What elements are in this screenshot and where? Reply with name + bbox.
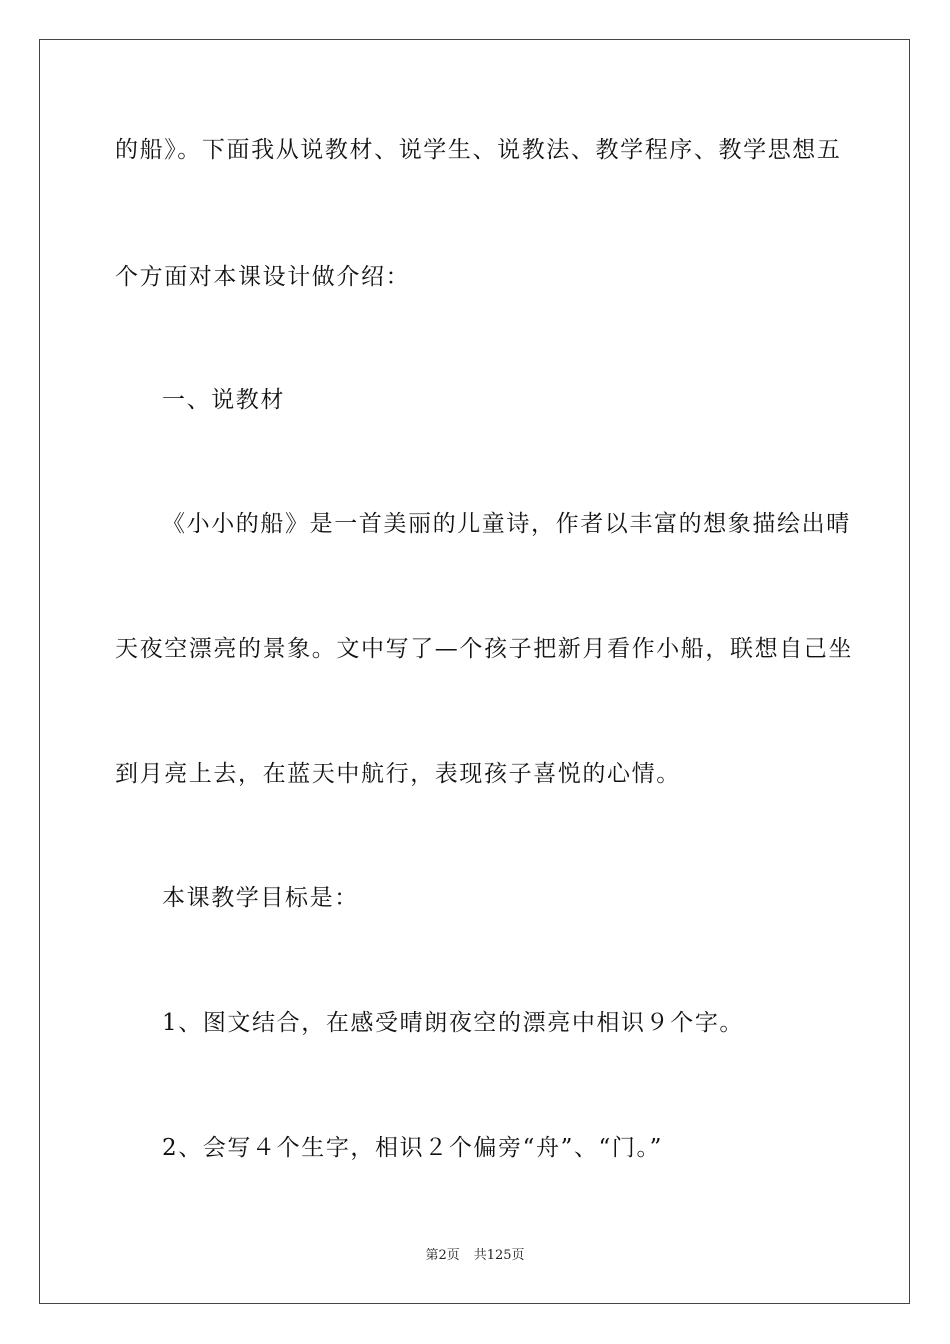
page-total: 共125页 bbox=[473, 1248, 525, 1263]
body-line-1: 的船》。下面我从说教材、说学生、说教法、教学程序、教学思想五 bbox=[115, 137, 842, 163]
objectives-heading: 本课教学目标是： bbox=[162, 885, 359, 911]
section-heading: 一、说教材 bbox=[162, 387, 285, 413]
objective-item-2: 2、会写４个生字，相识２个偏旁“舟”、“门。” bbox=[162, 1135, 663, 1161]
body-line-6: 到月亮上去，在蓝天中航行，表现孩子喜悦的心情。 bbox=[115, 761, 681, 787]
body-line-2: 个方面对本课设计做介绍： bbox=[115, 264, 411, 290]
body-line-4: 《小小的船》是一首美丽的儿童诗，作者以丰富的想象描绘出晴 bbox=[162, 511, 851, 537]
body-line-5: 天夜空漂亮的景象。文中写了—个孩子把新月看作小船，联想自己坐 bbox=[115, 636, 853, 662]
page-footer bbox=[0, 1247, 950, 1265]
page-number: 第2页 bbox=[425, 1248, 460, 1263]
page-border bbox=[39, 39, 910, 1304]
objective-item-1: 1、图文结合，在感受晴朗夜空的漂亮中相识９个字。 bbox=[162, 1010, 745, 1036]
